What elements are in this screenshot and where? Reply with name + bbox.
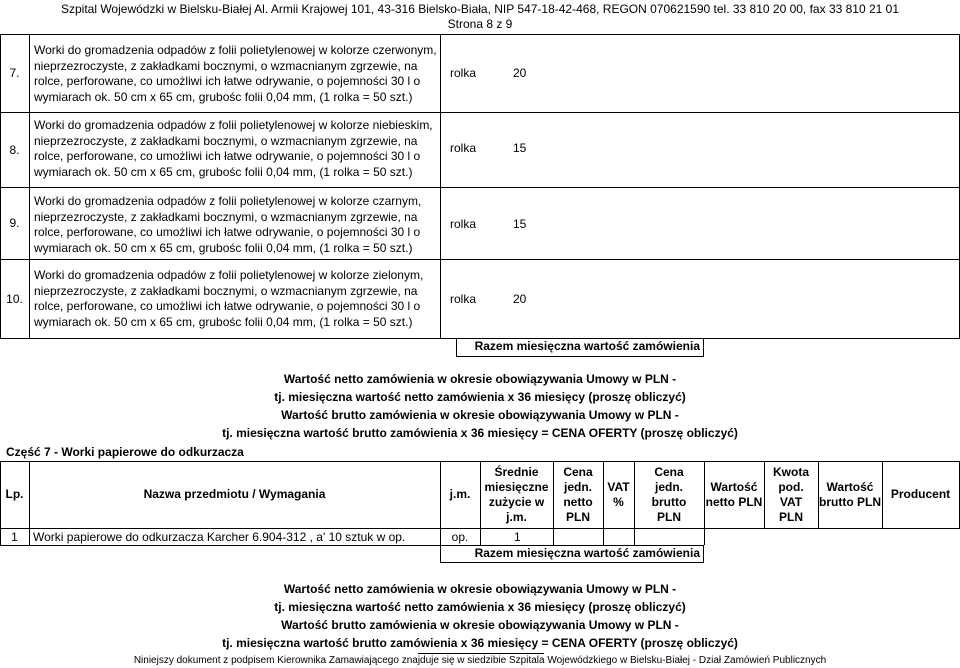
header-value-net: Wartość netto PLN — [705, 479, 763, 509]
footer-note: Niniejszy dokument z podpisem Kierownika Zamawiającego znajduje się w siedzibie Szpitala Wojewódzkiego w Bielsku-Białej - Dział Zamówień Publicznych — [133, 655, 827, 666]
item-quantity: 15 — [513, 217, 527, 231]
item-quantity: 20 — [513, 66, 527, 80]
header-lp: Lp. — [5, 487, 24, 501]
header-value-gross: Wartość brutto PLN — [819, 479, 881, 509]
summary-gross-calc: tj. miesięczna wartość brutto zamówienia x 36 miesięcy = CENA OFERTY (proszę obliczyć) — [222, 426, 738, 440]
summary2-net-calc: tj. miesięczna wartość netto zamówienia x 36 miesięcy (proszę obliczyć) — [274, 600, 686, 614]
summary-net-label: Wartość netto zamówienia w okresie obowiązywania Umowy w PLN - — [283, 372, 677, 386]
summary2-net-label: Wartość netto zamówienia w okresie obowiązywania Umowy w PLN - — [283, 582, 677, 596]
part7-total-row — [440, 545, 704, 563]
item-number: 7. — [9, 66, 20, 80]
monthly-total-label: Razem miesięczna wartość zamówienia — [474, 339, 700, 353]
document-header: Szpital Wojewódzki w Bielsku-Białej Al. Armii Krajowej 101, 43-316 Bielsko-Biała, NIP 547-18-42-468, REGON 070621590 tel. 33 810 20 00, fax 33 810 21 01 — [60, 2, 900, 16]
summary2-gross-calc: tj. miesięczna wartość brutto zamówienia x 36 miesięcy = CENA OFERTY (proszę obliczyć) — [222, 636, 738, 650]
row-quantity: 1 — [514, 530, 521, 544]
row-unit: op. — [451, 529, 469, 544]
summary2-gross-label: Wartość brutto zamówienia w okresie obowiązywania Umowy w PLN - — [281, 618, 679, 632]
item-number: 10. — [6, 291, 23, 306]
item-unit: rolka — [450, 66, 477, 80]
order-summary-2 — [0, 580, 960, 652]
item-number: 8. — [9, 142, 20, 157]
page-number: Strona 8 z 9 — [447, 17, 513, 31]
row-name: Worki papierowe do odkurzacza Karcher 6.904-312 , a' 10 sztuk w op. — [33, 530, 406, 544]
summary-net-calc: tj. miesięczna wartość netto zamówienia x 36 miesięcy (proszę obliczyć) — [274, 390, 686, 404]
item-number: 9. — [9, 216, 20, 230]
item-description: Worki do gromadzenia odpadów z folii polietylenowej w kolorze czarnym, nieprzezroczyste, z zakładkami bocznymi, o wzmacnianym zgrzewie, na rolce, perforowane, co umożliwi ich łatwe odrywanie, o pojemności 30 l o wymiarach ok. 50 cm x 65 cm, grubośc folii 0,04 mm, (1 rolka = 50 szt.) — [34, 194, 422, 255]
row-number: 1 — [11, 529, 18, 544]
item-quantity: 20 — [513, 292, 527, 306]
summary-gross-label: Wartość brutto zamówienia w okresie obowiązywania Umowy w PLN - — [281, 408, 679, 422]
item-unit: rolka — [450, 217, 477, 231]
header-producer: Producent — [890, 487, 951, 501]
item-unit: rolka — [450, 141, 477, 155]
header-unit-price-net: Cena jedn. netto PLN — [563, 464, 593, 524]
header-name: Nazwa przedmiotu / Wymagania — [143, 487, 326, 501]
section-title: Część 7 - Worki papierowe do odkurzacza — [6, 445, 244, 459]
header-unit: j.m. — [449, 487, 471, 501]
item-description: Worki do gromadzenia odpadów z folii polietylenowej w kolorze niebieskim, nieprzezroczyste, z zakładkami bocznymi, o wzmacnianym zgrzewie, na rolce, perforowane, co umożliwi ich łatwe odrywanie, o pojemności 30 l o wymiarach ok. 50 cm x 65 cm, grubośc folii 0,04 mm, (1 rolka = 50 szt.) — [34, 118, 433, 179]
header-vat: VAT % — [607, 479, 630, 509]
order-summary — [0, 370, 960, 442]
monthly-total-row — [456, 338, 704, 357]
part7-total-label: Razem miesięczna wartość zamówienia — [474, 546, 700, 560]
item-unit: rolka — [450, 292, 477, 306]
signature-line — [418, 653, 544, 654]
item-description: Worki do gromadzenia odpadów z folii polietylenowej w kolorze czerwonym, nieprzezroczyste, z zakładkami bocznymi, o wzmacnianym zgrzewie, na rolce, perforowane, co umożliwi ich łatwe odrywanie, o pojemności 30 l o wymiarach ok. 50 cm x 65 cm, grubośc folii 0,04 mm, (1 rolka = 50 szt.) — [34, 43, 437, 104]
item-quantity: 15 — [513, 141, 527, 155]
header-vat-amount: Kwota pod. VAT PLN — [773, 464, 809, 524]
header-avg-usage: Średnie miesięczne zużycie w j.m. — [484, 464, 549, 524]
header-unit-price-gross: Cena jedn. brutto PLN — [651, 464, 687, 524]
item-description: Worki do gromadzenia odpadów z folii polietylenowej w kolorze zielonym, nieprzezroczyste, z zakładkami bocznymi, o wzmacnianym zgrzewie, na rolce, perforowane, co umożliwi ich łatwe odrywanie, o pojemności 30 l o wymiarach ok. 50 cm x 65 cm, grubośc folii 0,04 mm, (1 rolka = 50 szt.) — [34, 268, 424, 329]
